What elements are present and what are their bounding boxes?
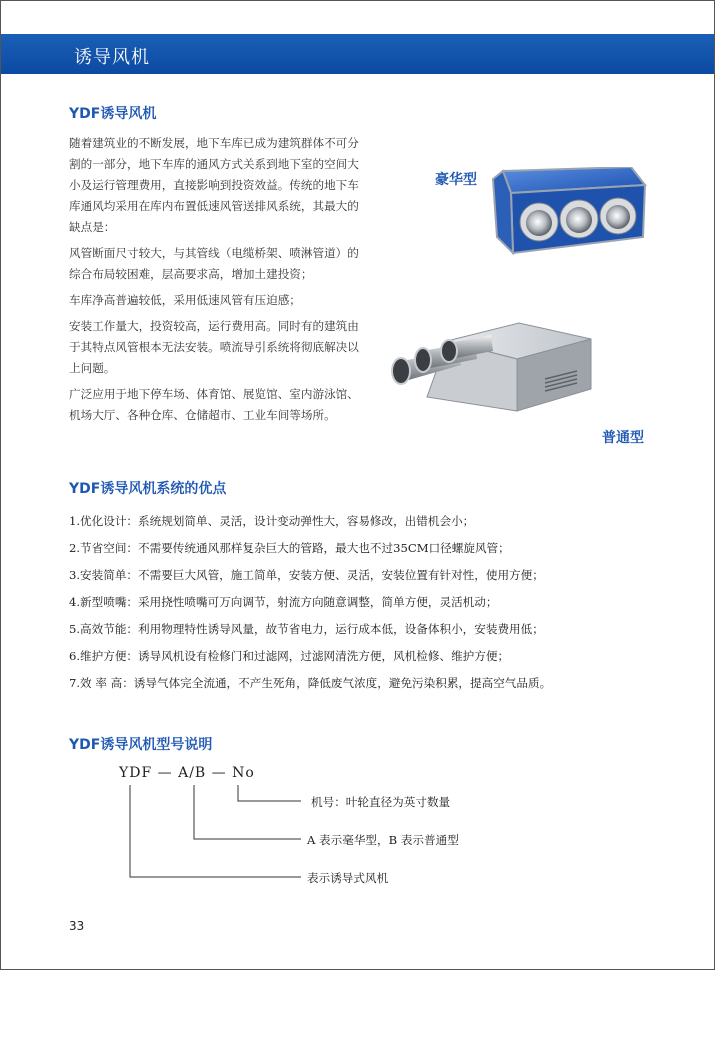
intro-paragraph: 风管断面尺寸较大，与其管线（电缆桥架、喷淋管道）的综合布局较困难，层高要求高，增加土建投资； [69,246,359,281]
intro-paragraph: 安装工作量大，投资较高，运行费用高。同时有的建筑由于其特点风管根本无法安装。喷流导引系统将彻底解决以上问题。 [69,319,359,375]
list-item: 6.维护方便：诱导风机设有检修门和过滤网，过滤网清洗方便，风机检修、维护方便； [69,649,510,663]
list-item: 2.节省空间：不需要传统通风那样复杂巨大的管路，最大也不过35CM口径螺旋风管； [69,541,510,555]
intro-paragraph: 车库净高普遍较低，采用低速风管有压迫感； [69,293,301,307]
annotation-series: 表示诱导式风机 [307,871,389,885]
list-item: 5.高效节能：利用物理特性诱导风量，故节省电力，运行成本低，设备体积小，安装费用低； [69,622,544,636]
list-item: 7.效 率 高：诱导气体完全流通，不产生死角，降低废气浓度，避免污染积累，提高空气品质。 [69,676,552,690]
intro-heading: YDF诱导风机 [69,106,157,122]
intro-paragraph: 广泛应用于地下停车场、体育馆、展览馆、室内游泳馆、机场大厅、各种仓库、仓储超市、工业车间等场所。 [69,387,359,422]
standard-model-label: 普通型 [602,430,644,446]
list-item: 3.安装简单：不需要巨大风管，施工简单，安装方便、灵活，安装位置有针对性，使用方便； [69,568,544,582]
deluxe-model-label: 豪华型 [435,172,477,188]
model-heading: YDF诱导风机型号说明 [69,737,213,753]
list-item: 1.优化设计：系统规划简单、灵活，设计变动弹性大，容易修改，出错机会小； [69,514,475,528]
annotation-type: A 表示毫华型，B 表示普通型 [307,833,459,847]
page-number: 33 [69,919,85,933]
advantages-heading: YDF诱导风机系统的优点 [69,481,227,497]
intro-paragraph: 随着建筑业的不断发展，地下车库已成为建筑群体不可分割的一部分，地下车库的通风方式关系到地下室的空间大小及运行管理费用，直接影响到投资效益。传统的地下车库通风均采用在库内布置低速风管送排风系统，其最大的缺点是： [69,136,359,234]
model-code: YDF — A/B — No [119,765,255,781]
annotation-number: 机号：叶轮直径为英寸数量 [311,795,451,809]
model-connector-lines [1,1,714,969]
list-item: 4.新型喷嘴：采用挠性喷嘴可万向调节，射流方向随意调整，简单方便，灵活机动； [69,595,498,609]
banner-title: 诱导风机 [74,47,150,68]
